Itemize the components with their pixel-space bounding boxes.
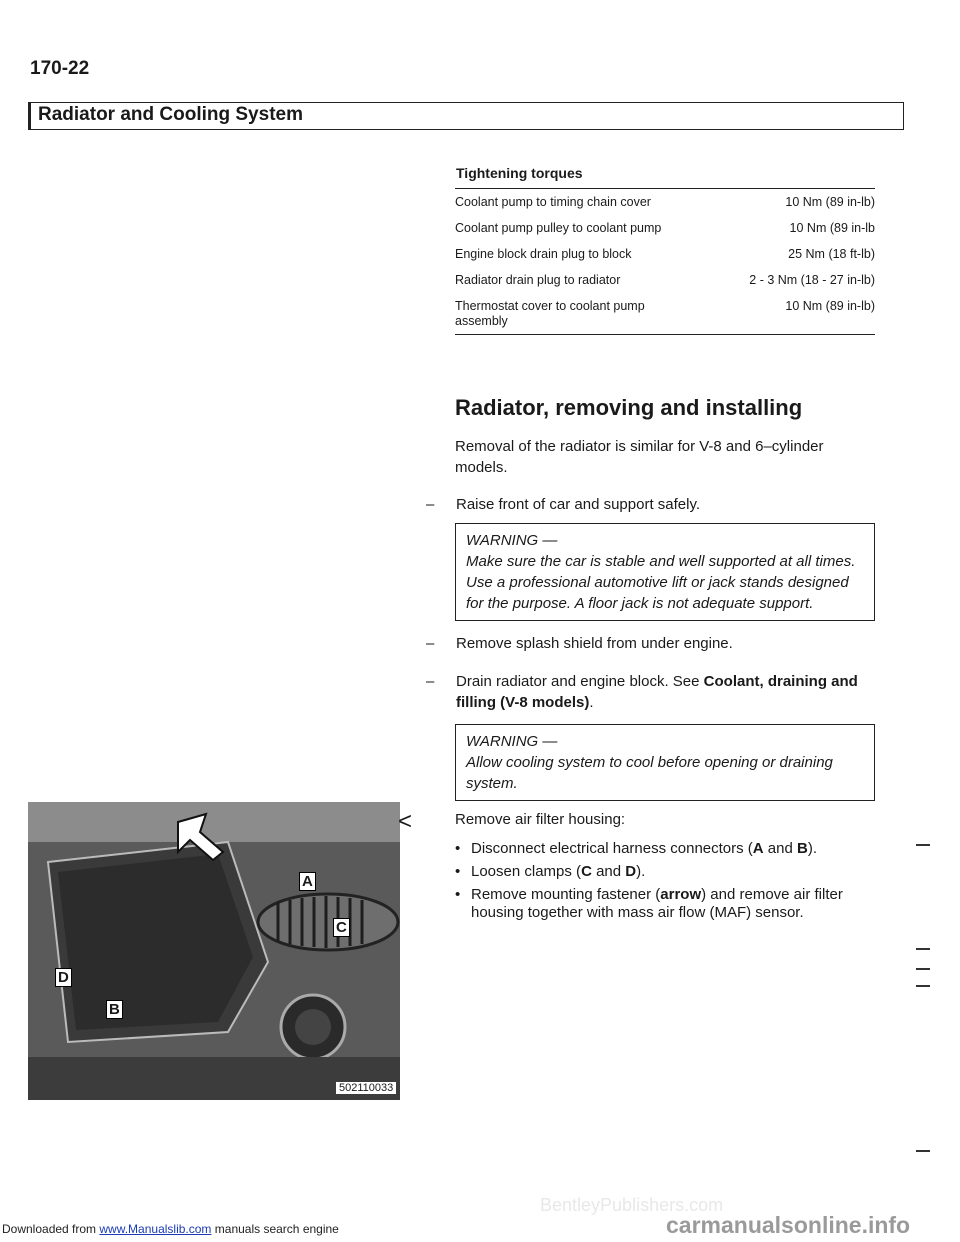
margin-tick: [916, 985, 930, 987]
photo-code: 502110033: [336, 1082, 396, 1094]
list-item: [455, 840, 875, 858]
warning-text: Allow cooling system to cool before opening or draining system.: [466, 754, 833, 792]
footer-suffix: manuals search engine: [211, 1222, 339, 1236]
step-text: Raise front of car and support safely.: [456, 496, 701, 513]
bullet-bold-part: arrow: [660, 886, 702, 903]
step-drain-radiator: [426, 671, 876, 713]
step-text-main: Drain radiator and engine block. See: [456, 673, 704, 690]
bullet-bold-part: C: [581, 863, 592, 880]
engine-photo: [28, 802, 400, 1100]
publisher-watermark: BentleyPublishers.com: [540, 1195, 724, 1215]
list-item: [455, 886, 875, 922]
photo-reference-arrow-icon: <: [398, 808, 413, 835]
intro-paragraph: Removal of the radiator is similar for V-8 and 6–cylinder models.: [455, 438, 824, 476]
air-filter-intro: Remove air filter housing:: [455, 811, 626, 828]
warning-title: WARNING —: [466, 733, 558, 750]
photo-label-d: D: [55, 968, 72, 987]
download-footer: [2, 1222, 339, 1236]
torque-item: Thermostat cover to coolant pump assembly: [455, 299, 645, 328]
cross-reference-link[interactable]: Coolant, draining and filling (V-8 models): [456, 673, 858, 711]
photo-label-b: B: [106, 1000, 123, 1019]
engine-bay-illustration: [28, 802, 400, 1100]
bullet-text-part: Disconnect electrical harness connectors (: [471, 840, 753, 857]
footer-prefix: Downloaded from: [2, 1222, 100, 1236]
warning-box-support: [455, 523, 875, 621]
carmanualsonline-watermark[interactable]: carmanualsonline.info: [666, 1212, 911, 1238]
table-row: [455, 293, 875, 334]
step-dash: –: [426, 673, 435, 690]
bullet-text-part: ).: [636, 863, 646, 880]
margin-tick: [916, 948, 930, 950]
step-raise-car: [426, 494, 876, 515]
torque-table: [455, 188, 875, 335]
bullet-bold-part: D: [625, 863, 637, 880]
bullet-text-part: Loosen clamps (: [471, 863, 582, 880]
bullet-icon: •: [455, 863, 461, 880]
step-text-end: .: [589, 694, 594, 711]
step-text: Remove splash shield from under engine.: [456, 635, 733, 652]
torque-table-title: Tightening torques: [456, 165, 583, 181]
section-title: Radiator and Cooling System: [38, 104, 303, 125]
bullet-text-part: ).: [807, 840, 818, 857]
torque-value: 10 Nm (89 in-lb): [785, 195, 875, 209]
bullet-text: [471, 840, 875, 858]
step-splash-shield: [426, 633, 876, 654]
bullet-text: [471, 886, 875, 922]
list-item: [455, 863, 875, 881]
warning-title: WARNING —: [466, 532, 558, 549]
torque-item: Coolant pump to timing chain cover: [455, 195, 651, 209]
torque-value: 2 - 3 Nm (18 - 27 in-lb): [749, 273, 875, 287]
bullet-bold-part: B: [797, 840, 808, 857]
torque-item: Radiator drain plug to radiator: [455, 273, 621, 287]
table-row: [455, 189, 875, 215]
table-row: [455, 267, 875, 293]
margin-tick: [916, 844, 930, 846]
torque-value: 10 Nm (89 in-lb): [785, 299, 875, 313]
bullet-icon: •: [455, 886, 461, 903]
step-dash: –: [426, 635, 435, 652]
bullet-text: [471, 863, 875, 881]
table-row: [455, 215, 875, 241]
bullet-text-part: ) and remove air filter housing together with mass air flow (MAF) sensor.: [471, 886, 843, 921]
torque-value: 25 Nm (18 ft-lb): [788, 247, 875, 261]
procedure-heading: Radiator, removing and installing: [455, 395, 803, 420]
torque-item: Coolant pump pulley to coolant pump: [455, 221, 662, 235]
bullet-text-part: and: [763, 840, 798, 857]
photo-label-c: C: [333, 918, 350, 937]
warning-text: Make sure the car is stable and well supported at all times. Use a professional automotive lift or jack stands designed for the purpose. A floor jack is not adequate support.: [466, 553, 856, 612]
margin-tick: [916, 1150, 930, 1152]
torque-item: Engine block drain plug to block: [455, 247, 632, 261]
photo-label-a: A: [299, 872, 316, 891]
warning-box-cool: [455, 724, 875, 801]
bullet-text-part: Remove mounting fastener (: [471, 886, 661, 903]
manualslib-link[interactable]: www.Manualslib.com: [99, 1222, 212, 1236]
step-text: [456, 671, 876, 713]
margin-tick: [916, 968, 930, 970]
torque-value: 10 Nm (89 in-lb: [789, 221, 875, 235]
page-number: 170-22: [30, 58, 90, 79]
bullet-text-part: and: [591, 863, 626, 880]
bullet-icon: •: [455, 840, 461, 857]
step-dash: –: [426, 496, 435, 513]
table-row: [455, 241, 875, 267]
bullet-bold-part: A: [752, 840, 764, 857]
